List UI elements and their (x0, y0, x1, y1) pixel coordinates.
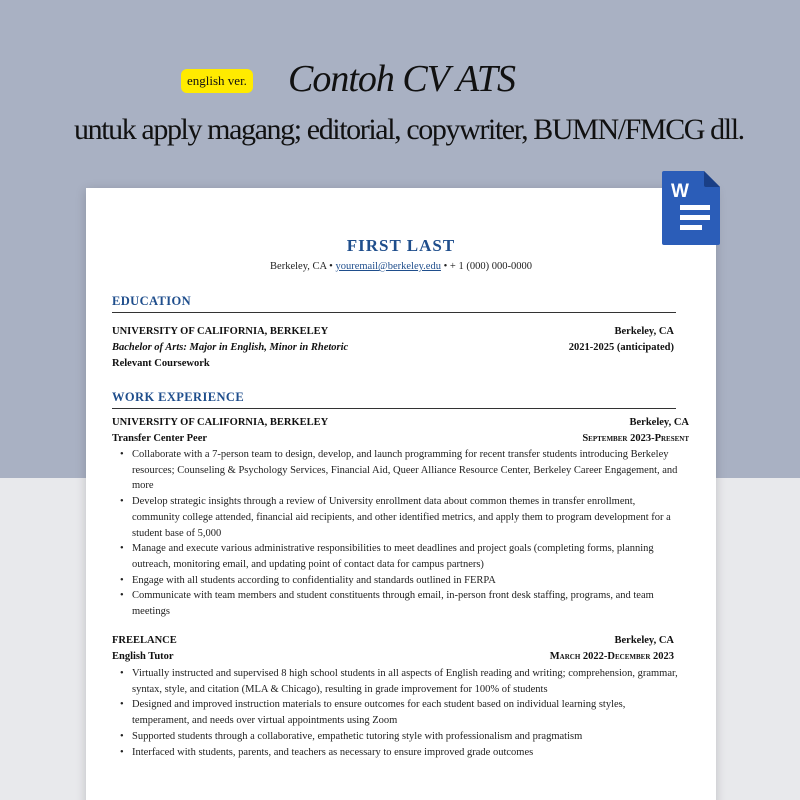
job-role: English Tutor (112, 651, 174, 662)
bullet-item: • Develop strategic insights through a review of University enrollment data about common themes in transfer enrollment, community college attended, financial aid recipients, and other identified metrics, and apply them to program development for a student base of 5,000 (118, 494, 678, 541)
banner-subtitle: untuk apply magang; editorial, copywriter, BUMN/FMCG dll. (74, 113, 744, 146)
job-role: Transfer Center Peer (112, 433, 208, 444)
education-heading: EDUCATION (112, 294, 676, 313)
education-school: UNIVERSITY OF CALIFORNIA, BERKELEY (112, 326, 329, 337)
bullet-item: • Interfaced with students, parents, and teachers as necessary to ensure improved grade outcomes (118, 745, 678, 761)
word-icon-letter: W (671, 181, 689, 202)
education-dates: 2021-2025 (anticipated) (568, 342, 674, 353)
bullet-item: • Supported students through a collaborative, empathetic tutoring style with professionalism and pragmatism (118, 729, 678, 745)
resume-name: FIRST LAST (346, 236, 456, 255)
education-degree-row (112, 341, 674, 355)
job-dates: September 2023-Present (582, 433, 689, 444)
job-org: FREELANCE (112, 635, 177, 646)
job-bullets (118, 447, 678, 620)
resume-page (86, 188, 716, 800)
work-heading: WORK EXPERIENCE (112, 390, 676, 409)
bullet-item: • Virtually instructed and supervised 8 high school students in all aspects of English reading and writing; comprehension, grammar, syntax, style, and citation (MLA & Chicago), resulting in grade improvement for 100% of students (118, 666, 678, 697)
job-role-row (112, 432, 689, 446)
word-document-icon (662, 171, 720, 245)
job-location: Berkeley, CA (629, 417, 689, 428)
language-badge: english ver. (181, 69, 253, 93)
education-degree: Bachelor of Arts: Major in English, Minor in Rhetoric (112, 342, 349, 353)
banner-title: Contoh CV ATS (288, 58, 516, 100)
contact-separator: • (443, 261, 448, 272)
job-role-row (112, 650, 674, 664)
education-school-row (112, 325, 674, 339)
job-header-row (112, 416, 689, 430)
job-location: Berkeley, CA (614, 635, 674, 646)
bullet-item: • Designed and improved instruction materials to ensure outcomes for each student based on individual learning styles, temperament, and needs over virtual appointments using Zoom (118, 697, 678, 728)
job-org: UNIVERSITY OF CALIFORNIA, BERKELEY (112, 417, 329, 428)
bullet-item: • Collaborate with a 7-person team to design, develop, and launch programming for recent transfer students introducing Berkeley resources; Counseling & Psychology Services, Financial Aid, Queer Alliance Resource Center, Berkeley Career Engagement, and more (118, 447, 678, 494)
contact-separator: • (329, 261, 333, 272)
resume-contact (86, 261, 716, 272)
bullet-item: • Communicate with team members and student constituents through email, in-person front desk staffing, programs, and team meetings (118, 588, 678, 619)
contact-location: Berkeley, CA (270, 261, 327, 272)
education-coursework: Relevant Coursework (112, 358, 210, 369)
job-dates: March 2022-December 2023 (549, 651, 674, 662)
job-header-row (112, 634, 674, 648)
contact-phone: + 1 (000) 000-0000 (449, 261, 532, 272)
education-location: Berkeley, CA (614, 326, 674, 337)
contact-email-link[interactable]: youremail@berkeley.edu (335, 261, 441, 272)
bullet-item: • Manage and execute various administrative responsibilities to meet deadlines and project goals (completing forms, planning outreach, monitoring email, and updating point of contact data for campus partners) (118, 541, 678, 572)
bullet-item: • Engage with all students according to confidentiality and standards outlined in FERPA (118, 573, 678, 589)
education-coursework-row (112, 357, 674, 371)
job-bullets (118, 666, 678, 760)
